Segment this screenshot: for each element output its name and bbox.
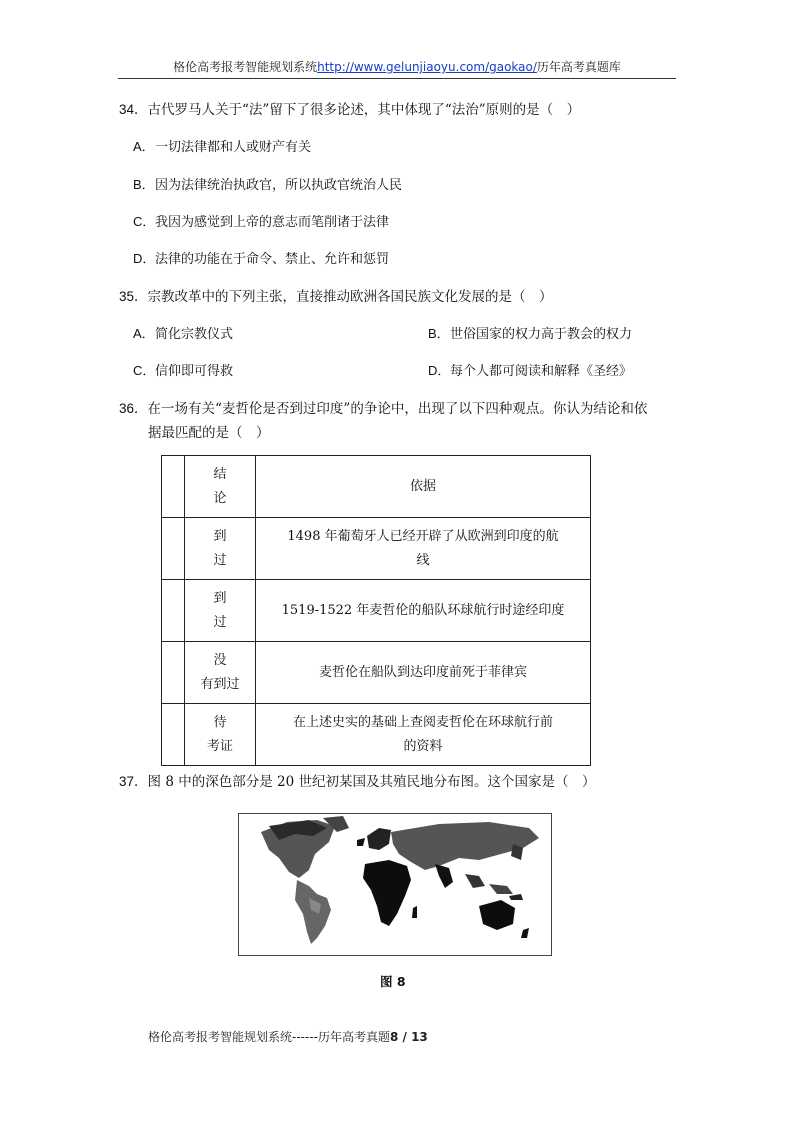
page-number: 8 / 13 [389, 1030, 428, 1044]
world-map-figure [238, 813, 552, 956]
question-37 [119, 772, 595, 792]
figure-caption: 图 8 [380, 974, 406, 989]
question-36 [119, 399, 647, 419]
question-35 [119, 287, 553, 307]
question-number: 36． [119, 401, 148, 416]
question-36-line2: 据最匹配的是（ ） [148, 425, 270, 441]
page-header [118, 58, 676, 79]
table-row: 到 过 1519-1522 年麦哲伦的船队环球航行时途经印度 [162, 580, 591, 642]
q34-option-a: A．一切法律都和人或财产有关 [133, 139, 312, 155]
header-prefix: 格伦高考报考智能规划系统 [173, 60, 318, 74]
question-text-line1: 在一场有关“麦哲伦是否到过印度”的争论中，出现了以下四种观点。你认为结论和依 [147, 401, 648, 417]
q34-option-d: D．法律的功能在于命令、禁止、允许和惩罚 [133, 251, 390, 267]
q35-option-c: C．信仰即可得救 [133, 363, 234, 379]
page-footer [148, 1028, 428, 1045]
header-basis: 依据 [256, 456, 591, 518]
q35-option-b: B．世俗国家的权力高于教会的权力 [428, 326, 633, 342]
table-row: 待 考证 在上述史实的基础上查阅麦哲伦在环球航行前 的资料 [162, 704, 591, 766]
table-header-row [162, 456, 591, 518]
header-conclusion: 结 论 [185, 456, 256, 518]
header-link[interactable]: http://www.gelunjiaoyu.com/gaokao/ [317, 60, 537, 74]
world-map-image [239, 814, 551, 955]
question-number: 34． [119, 102, 148, 117]
evidence-table [161, 455, 591, 766]
question-text: 宗教改革中的下列主张，直接推动欧洲各国民族文化发展的是（ ） [147, 289, 553, 305]
q35-option-a: A．简化宗教仪式 [133, 326, 234, 342]
table-row: 没 有到过 麦哲伦在船队到达印度前死于菲律宾 [162, 642, 591, 704]
header-suffix: 历年高考真题库 [536, 60, 621, 74]
q34-option-c: C．我因为感觉到上帝的意志而笔削诸于法律 [133, 214, 390, 230]
question-text: 古代罗马人关于“法”留下了很多论述，其中体现了“法治”原则的是（ ） [147, 102, 581, 118]
question-number: 35． [119, 289, 148, 304]
table-row: 到 过 1498 年葡萄牙人已经开辟了从欧洲到印度的航 线 [162, 518, 591, 580]
question-34 [119, 100, 580, 120]
q34-option-b: B．因为法律统治执政官，所以执政官统治人民 [133, 177, 403, 193]
question-number: 37． [119, 774, 148, 789]
q35-option-d: D．每个人都可阅读和解释《圣经》 [428, 363, 633, 379]
question-text: 图 8 中的深色部分是 20 世纪初某国及其殖民地分布图。这个国家是（ ） [147, 774, 596, 790]
footer-text: 格伦高考报考智能规划系统------历年高考真题 [148, 1030, 390, 1044]
